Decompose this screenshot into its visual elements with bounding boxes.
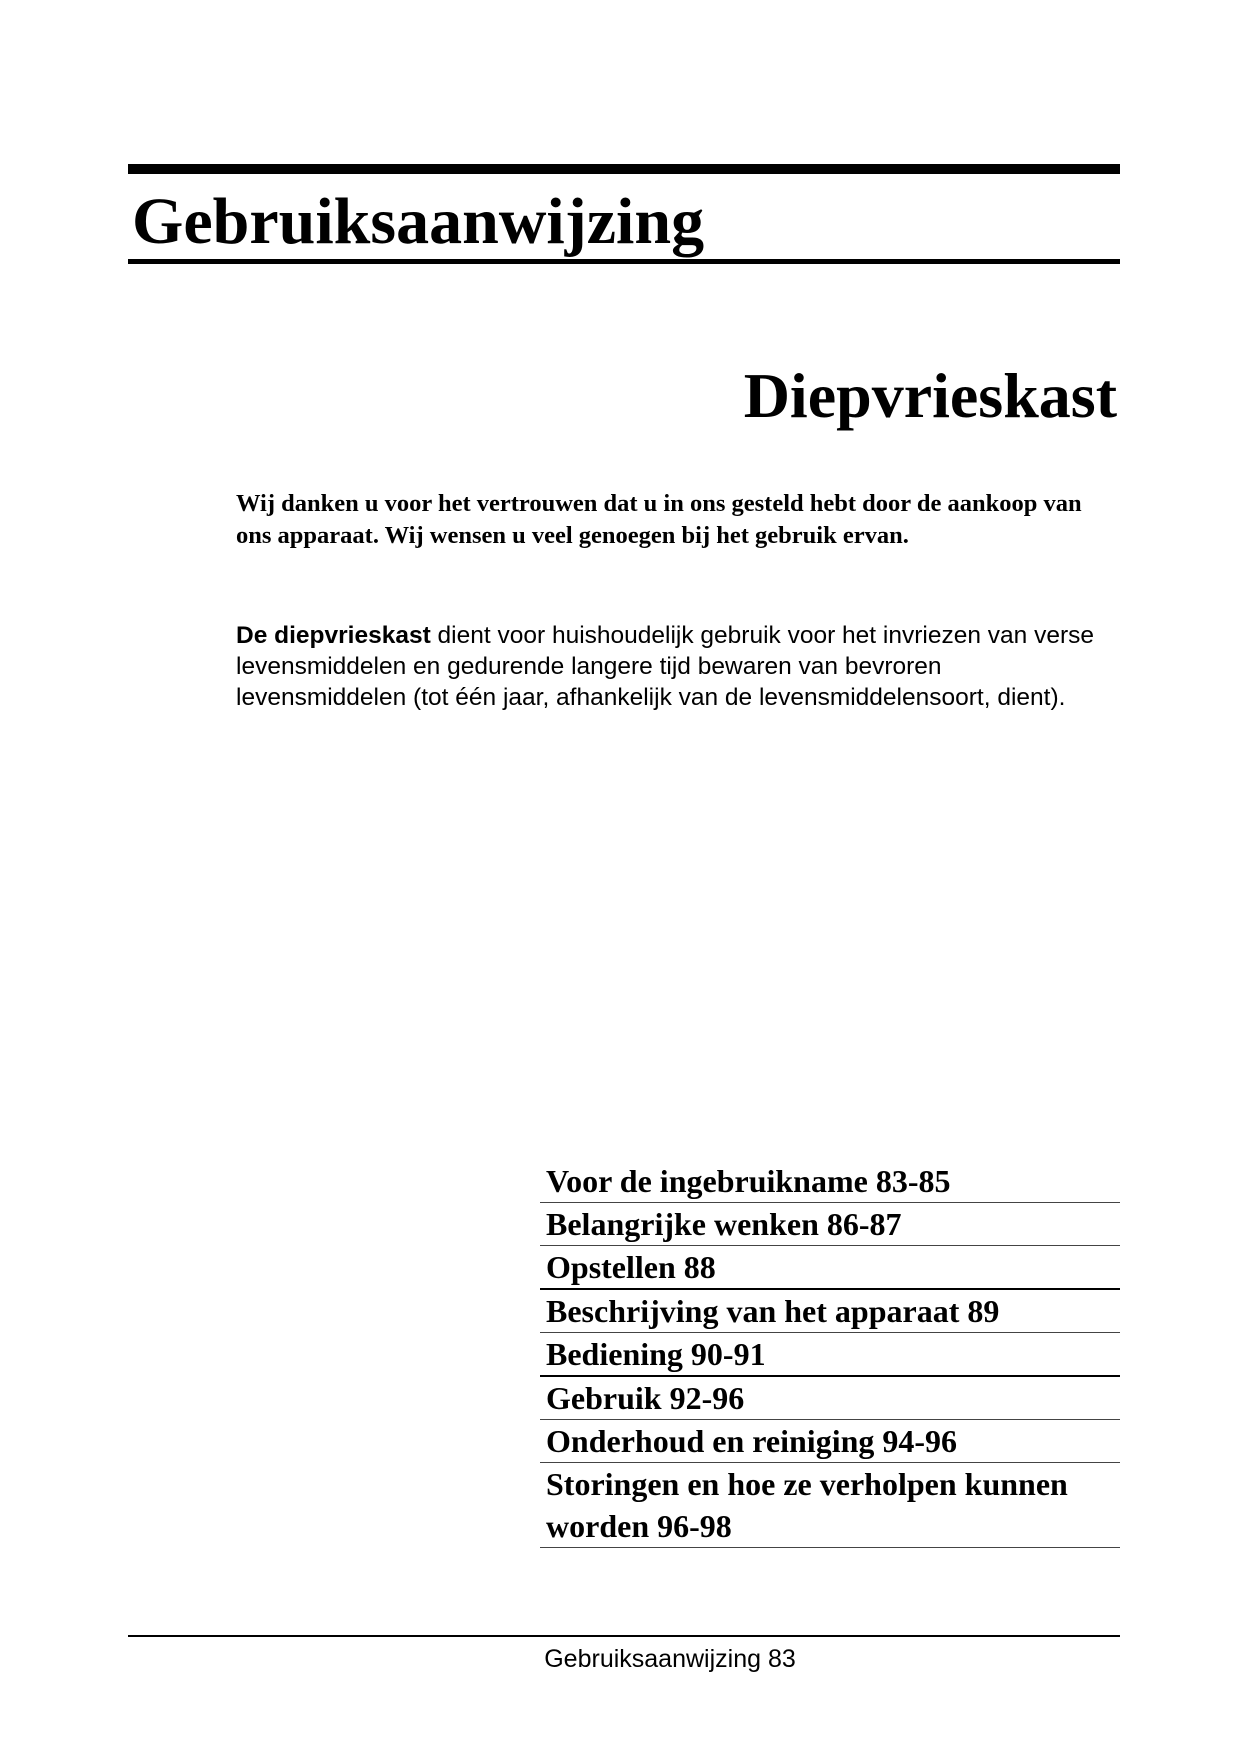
product-title: Diepvrieskast — [743, 360, 1117, 431]
description-lead: De diepvrieskast — [236, 622, 431, 649]
toc-item: Onderhoud en reiniging 94-96 — [540, 1420, 1120, 1463]
toc-item: Bediening 90-91 — [540, 1333, 1120, 1377]
page-title: Gebruiksaanwijzing — [132, 185, 705, 258]
footer-rule — [128, 1635, 1120, 1637]
toc-item: Voor de ingebruikname 83-85 — [540, 1160, 1120, 1203]
page-footer: Gebruiksaanwijzing 83 — [544, 1645, 796, 1673]
intro-paragraph: Wij danken u voor het vertrouwen dat u in ons gesteld hebt door de aankoop van ons apparaat. Wij wensen u veel genoegen bij het gebruik ervan. — [236, 490, 1082, 549]
description-paragraph — [236, 620, 1116, 713]
title-underline — [128, 259, 1120, 264]
toc-item: Beschrijving van het apparaat 89 — [540, 1290, 1120, 1333]
description-text: dient voor huishoudelijk gebruik voor het invriezen van verse levensmiddelen en gedurende langere tijd bewaren van bevroren levensmiddelen (tot één jaar, afhankelijk van de levensmiddelensoort, dient). — [236, 622, 1094, 711]
table-of-contents — [540, 1160, 1120, 1548]
toc-item: Opstellen 88 — [540, 1246, 1120, 1290]
toc-item: Gebruik 92-96 — [540, 1377, 1120, 1420]
top-rule — [128, 164, 1120, 174]
toc-item: Belangrijke wenken 86-87 — [540, 1203, 1120, 1246]
toc-item: Storingen en hoe ze verholpen kunnen worden 96-98 — [540, 1463, 1120, 1548]
